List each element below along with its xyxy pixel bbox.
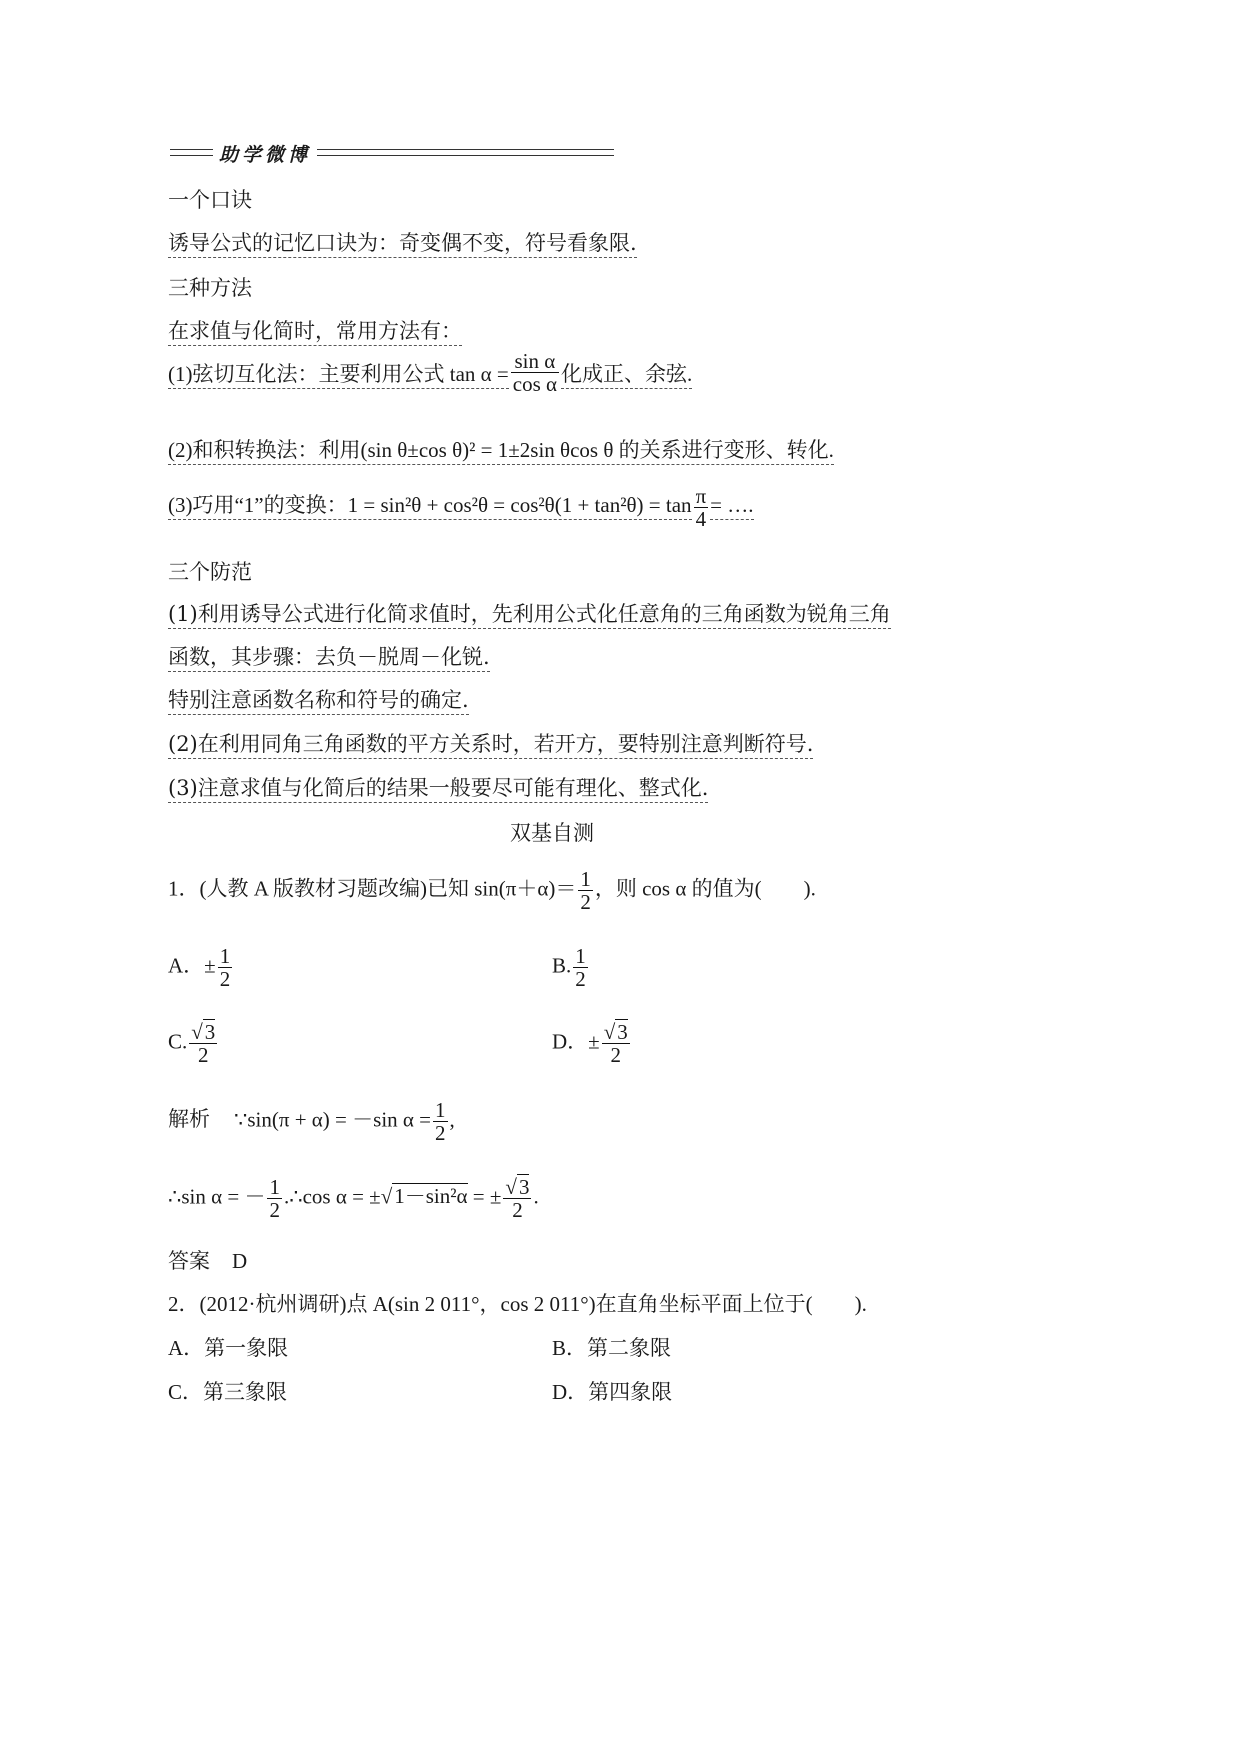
q1-answer: 答案 D [168, 1249, 248, 1273]
q1-option-a[interactable]: A．± $\frac{1}{2}$ [168, 944, 231, 991]
section-heading-methods: 三种方法 [168, 276, 252, 300]
caution-line-4: (2)在利用同角三角函数的平方关系时，若开方，要特别注意判断符号. [168, 730, 813, 758]
caution-line-2: 函数，其步骤：去负－脱周－化锐. [168, 643, 490, 671]
method-3: (3)巧用“1”的变换：1 = sin²θ + cos²θ = cos²θ(1 + tan²θ) = tan $\frac{\pi}{4}$ = …. [168, 484, 754, 531]
mnemonic-line: 诱导公式的记忆口诀为：奇变偶不变，符号看象限. [168, 229, 637, 257]
q2-stem: 2．(2012·杭州调研)点 A(sin 2 011°，cos 2 011°)在直角坐标平面上位于( ). [168, 1292, 867, 1316]
q1-option-d[interactable]: D．± $\frac{√3}{2}$ [552, 1020, 628, 1067]
q2-option-d[interactable]: D．第四象限 [552, 1380, 673, 1404]
method-1: (1)弦切互化法：主要利用公式 tan α = $\frac{\text{sin α}}{\text{cos α}}$ 化成正、余弦. [168, 349, 693, 396]
q1-stem: 1．(人教 A 版教材习题改编)已知 sin(π＋α)＝ $\frac{1}{2}$ ，则 cos α 的值为( ). [168, 867, 816, 914]
section-heading-mnemonic: 一个口诀 [168, 188, 252, 212]
caution-line-1: (1)利用诱导公式进行化简求值时，先利用公式化任意角的三角函数为锐角三角 [168, 600, 891, 628]
section-title-self-test: 双基自测 [510, 821, 594, 845]
banner-title: 助学微博 [213, 140, 317, 167]
fraction-tan: $\frac{\text{sin α}}{\text{cos α}}$ [512, 349, 557, 396]
q2-option-a[interactable]: A．第一象限 [168, 1336, 289, 1360]
section-heading-cautions: 三个防范 [168, 560, 252, 584]
caution-line-5: (3)注意求值与化简后的结果一般要尽可能有理化、整式化. [168, 774, 708, 802]
q2-option-b[interactable]: B．第二象限 [552, 1336, 672, 1360]
q1-stem-fraction: $\frac{1}{2}$ [580, 867, 591, 914]
q1-analysis-line-2: ∴sin α = － $\frac{1}{2}$ .∴cos α = ±√1－sin²α = ± $\frac{√3}{2}$ . [168, 1175, 539, 1222]
methods-intro: 在求值与化简时，常用方法有： [168, 317, 462, 345]
q2-option-c[interactable]: C．第三象限 [168, 1380, 288, 1404]
method-2: (2)和积转换法：利用(sin θ±cos θ)² = 1±2sin θcos θ 的关系进行变形、转化. [168, 436, 834, 464]
analysis-label: 解析 [168, 1107, 210, 1132]
fraction-pi-4: $\frac{\pi}{4}$ [695, 484, 707, 531]
q1-analysis-line-1: 解析 ∵sin(π + α) = －sin α = $\frac{1}{2}$ , [168, 1098, 455, 1145]
answer-label: 答案 [168, 1249, 210, 1273]
q1-option-c[interactable]: C. $\frac{√3}{2}$ [168, 1020, 216, 1067]
q1-option-b[interactable]: B. $\frac{1}{2}$ [552, 944, 586, 991]
caution-line-3: 特别注意函数名称和符号的确定. [168, 686, 469, 714]
